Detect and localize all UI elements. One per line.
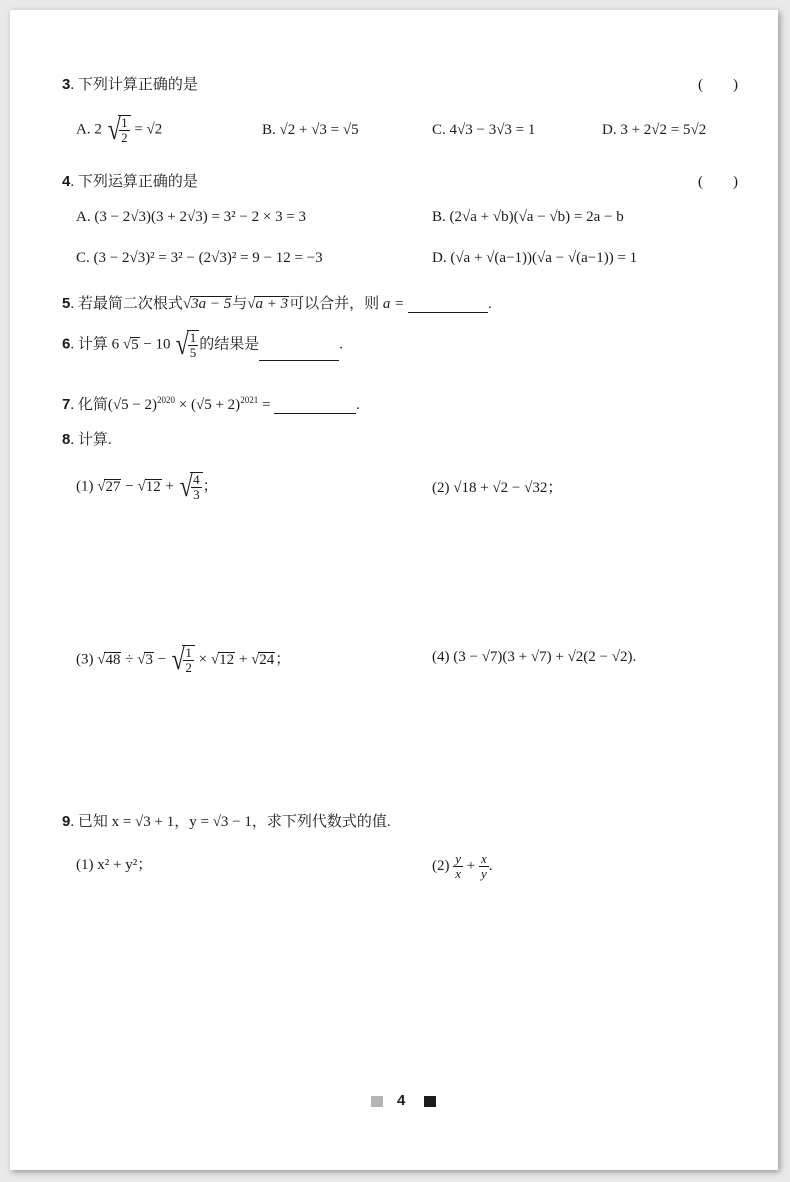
option-a-tail: = √2 [134,121,163,138]
radical-sign: √ [97,478,106,495]
radicand: 24 [259,651,275,668]
option-b: B. (2√a + √b)(√a − √b) = 2a − b [432,209,624,225]
radical-sign: √ [251,651,260,668]
question-8-stem [62,428,112,449]
part-label: (2) [432,858,450,875]
numerator: y [455,851,462,866]
question-6 [62,330,343,361]
question-text: . 下列计算正确的是 [70,77,198,93]
radical-sign: √ [247,296,256,312]
question-3-stem [62,73,198,94]
exponent: 2021 [240,395,259,405]
question-text: . 若最简二次根式 [70,296,183,312]
numerator: 4 [193,472,200,487]
numerator: 1 [189,330,197,345]
radicand: 5 [131,336,139,353]
radicand: 3 [145,651,153,668]
radical-sign: √ [175,328,190,362]
answer-blank[interactable] [274,413,356,414]
fraction [453,852,463,882]
question-number: 7 [62,396,71,413]
option-d: D. (√a + √(a−1))(√a − √(a−1)) = 1 [432,250,638,266]
question-text: 的结果是 [199,336,260,353]
answer-bracket: ( ) [698,77,738,93]
radical-sign: √ [137,478,146,495]
radicand: 27 [105,478,121,495]
question-number: 9 [62,813,71,830]
question-text: 可以合并，则 [289,296,380,312]
exponent: 2020 [157,395,176,405]
page-number: 4 [397,1092,406,1109]
question-9-stem [62,810,391,831]
footer-square-black [424,1096,436,1107]
option-a: A. (3 − 2√3)(3 + 2√3) = 3² − 2 × 3 = 3 [76,209,307,225]
radicand: 3a − 5 [191,296,232,312]
numerator: 1 [185,645,192,660]
radical-sign: √ [171,643,185,677]
question-text: 与 [232,296,248,312]
part-label: (3) [76,651,94,668]
answer-blank[interactable] [408,312,488,313]
option-c: C. (3 − 2√3)² = 3² − (2√3)² = 9 − 12 = −3 [76,250,323,266]
question-number: 8 [62,431,71,448]
radicand: 48 [105,651,121,668]
q8-part-3: (3) √48 ÷ √3 − √ $\frac{1}{2}$ × √12 + √24； [76,643,291,677]
fraction [479,852,489,882]
question-text: × (√5 + 2) [175,397,241,413]
question-text: . 已知 x = √3 + 1，y = √3 − 1，求下列代数式的值. [70,814,391,830]
period: . [356,397,360,413]
radical-sign: √ [137,651,146,668]
option-a-label: A. 2 [76,121,102,138]
part-label: (1) [76,478,94,495]
option-b: B. √2 + √3 = √5 [262,122,359,138]
question-4-stem [62,170,198,191]
option-a [76,115,162,146]
question-text: . 化简(√5 − 2) [70,397,158,413]
radicand: 12 [219,651,235,668]
q9-part-1: (1) x² + y²； [76,857,153,873]
question-7 [62,393,360,414]
question-number: 3 [62,76,71,93]
period: . [339,336,344,353]
radical-sign: √ [97,651,106,668]
variable: a = [382,296,405,312]
option-d: D. 3 + 2√2 = 5√2 [602,122,707,138]
question-text: . 下列运算正确的是 [70,174,198,190]
question-number: 6 [62,335,71,353]
question-text: − 10 [143,336,171,353]
denominator: 2 [121,130,128,146]
denominator: y [481,866,487,882]
question-number: 5 [62,295,71,312]
period: . [487,296,492,312]
radical-sign: √ [182,296,192,312]
answer-bracket: ( ) [698,174,738,190]
q8-part-2: (2) √18 + √2 − √32； [432,480,563,496]
fraction [188,331,199,361]
question-text: . 计算. [70,432,112,448]
denominator: 3 [193,487,200,503]
fraction [183,646,194,676]
option-c: C. 4√3 − 3√3 = 1 [432,122,536,138]
q8-part-4: (4) (3 − √7)(3 + √7) + √2(2 − √2). [432,649,637,665]
worksheet-page [10,10,778,1170]
numerator: x [481,851,487,866]
radical-sign: √ [107,113,121,147]
footer-square-gray [371,1096,383,1107]
question-number: 4 [62,173,71,190]
numerator: 1 [121,115,128,130]
question-text: . 计算 6 [70,336,120,353]
equals: = [258,397,271,413]
radical-sign: √ [179,470,193,504]
denominator: x [455,866,462,882]
denominator: 5 [189,345,197,361]
radical-sign: √ [122,336,132,353]
radical-sign: √ [210,651,220,668]
denominator: 2 [185,660,192,676]
question-5 [62,292,492,313]
q8-part-1: (1) √27 − √12 + √ $\frac{4}{3}$ ； [76,470,218,504]
radicand: a + 3 [255,296,289,312]
radicand: 12 [145,478,161,495]
answer-blank[interactable] [259,360,339,361]
q9-part-2: (2) $\frac{y}{x}$ + $\frac{x}{y}$ . [432,851,493,882]
